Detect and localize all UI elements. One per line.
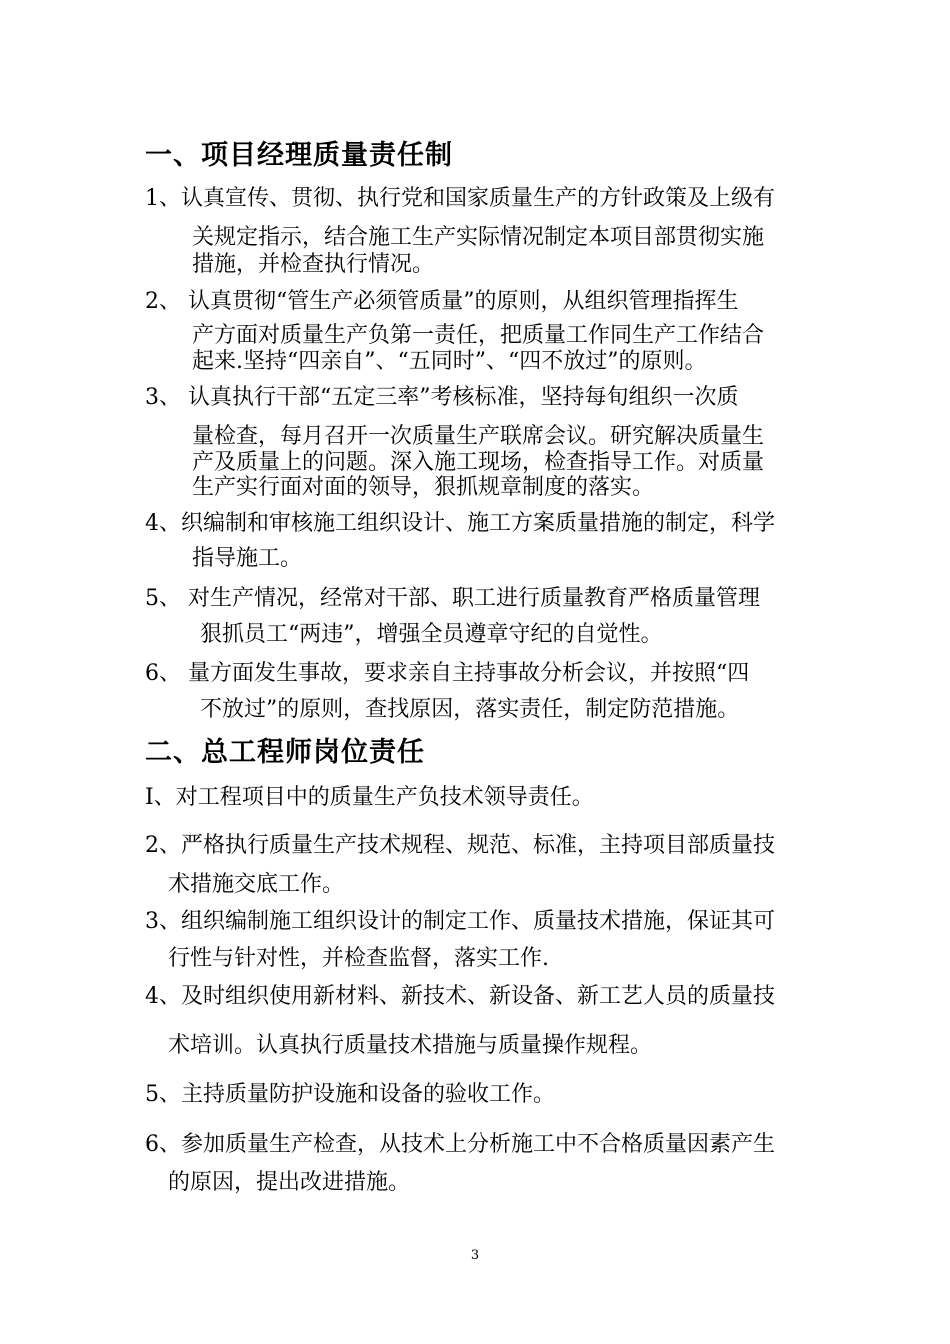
s2-item-5-line-1: 5、主持质量防护设施和设备的验收工作。 bbox=[145, 1082, 555, 1107]
s1-item-3-line-4: 生产实行面对面的领导，狠抓规章制度的落实。 bbox=[192, 475, 655, 500]
s2-item-2-line-1: 2、严格执行质量生产技术规程、规范、标准，主持项目部质量技 bbox=[145, 833, 775, 858]
s2-item-3-line-1: 3、组织编制施工组织设计的制定工作、质量技术措施，保证其可 bbox=[145, 909, 775, 934]
s1-item-3-line-2: 量检查，每月召开一次质量生产联席会议。研究解决质量生 bbox=[192, 424, 765, 449]
s2-item-4-line-2: 术培训。认真执行质量技术措施与质量操作规程。 bbox=[168, 1033, 653, 1058]
section-2-title: 二、总工程师岗位责任 bbox=[145, 737, 425, 768]
s1-item-1-line-1: 1、认真宣传、贯彻、执行党和国家质量生产的方针政策及上级有 bbox=[145, 186, 775, 211]
s1-item-5-line-2: 狠抓员工“两违”，增强全员遵章守纪的自觉性。 bbox=[200, 622, 663, 647]
s1-item-6-line-1: 6、 量方面发生事故，要求亲自主持事故分析会议，并按照“四 bbox=[145, 661, 750, 686]
section-1-title: 一、项目经理质量责任制 bbox=[145, 140, 453, 171]
s1-item-3-line-1: 3、 认真执行干部“五定三率”考核标准，坚持每旬组织一次质 bbox=[145, 385, 739, 410]
s2-item-2-line-2: 术措施交底工作。 bbox=[168, 872, 345, 897]
s1-item-1-line-3: 措施，并检查执行情况。 bbox=[192, 252, 435, 277]
s2-item-1-line-1: I、对工程项目中的质量生产负技术领导责任。 bbox=[145, 785, 594, 810]
s1-item-2-line-3: 起来.坚持“四亲自”、“五同时”、“四不放过”的原则。 bbox=[192, 349, 707, 374]
s1-item-6-line-2: 不放过”的原则，查找原因，落实责任，制定防范措施。 bbox=[200, 697, 740, 722]
s1-item-4-line-2: 指导施工。 bbox=[192, 546, 303, 571]
page-number: 3 bbox=[470, 1248, 480, 1263]
s2-item-3-line-2: 行性与针对性，并检查监督，落实工作. bbox=[168, 946, 549, 971]
s1-item-2-line-1: 2、 认真贯彻“管生产必须管质量”的原则，从组织管理指挥生 bbox=[145, 289, 739, 314]
s1-item-5-line-1: 5、 对生产情况，经常对干部、职工进行质量教育严格质量管理 bbox=[145, 586, 760, 611]
s1-item-3-line-3: 产及质量上的问题。深入施工现场，检查指导工作。对质量 bbox=[192, 450, 765, 475]
s1-item-2-line-2: 产方面对质量生产负第一责任，把质量工作同生产工作结合 bbox=[192, 323, 765, 348]
s1-item-4-line-1: 4、织编制和审核施工组织设计、施工方案质量措施的制定，科学 bbox=[145, 511, 775, 536]
s2-item-6-line-2: 的原因，提出改进措施。 bbox=[168, 1170, 411, 1195]
s1-item-1-line-2: 关规定指示，结合施工生产实际情况制定本项目部贯彻实施 bbox=[192, 225, 765, 250]
s2-item-6-line-1: 6、参加质量生产检查，从技术上分析施工中不合格质量因素产生 bbox=[145, 1132, 775, 1157]
s2-item-4-line-1: 4、及时组织使用新材料、新技术、新设备、新工艺人员的质量技 bbox=[145, 984, 775, 1009]
